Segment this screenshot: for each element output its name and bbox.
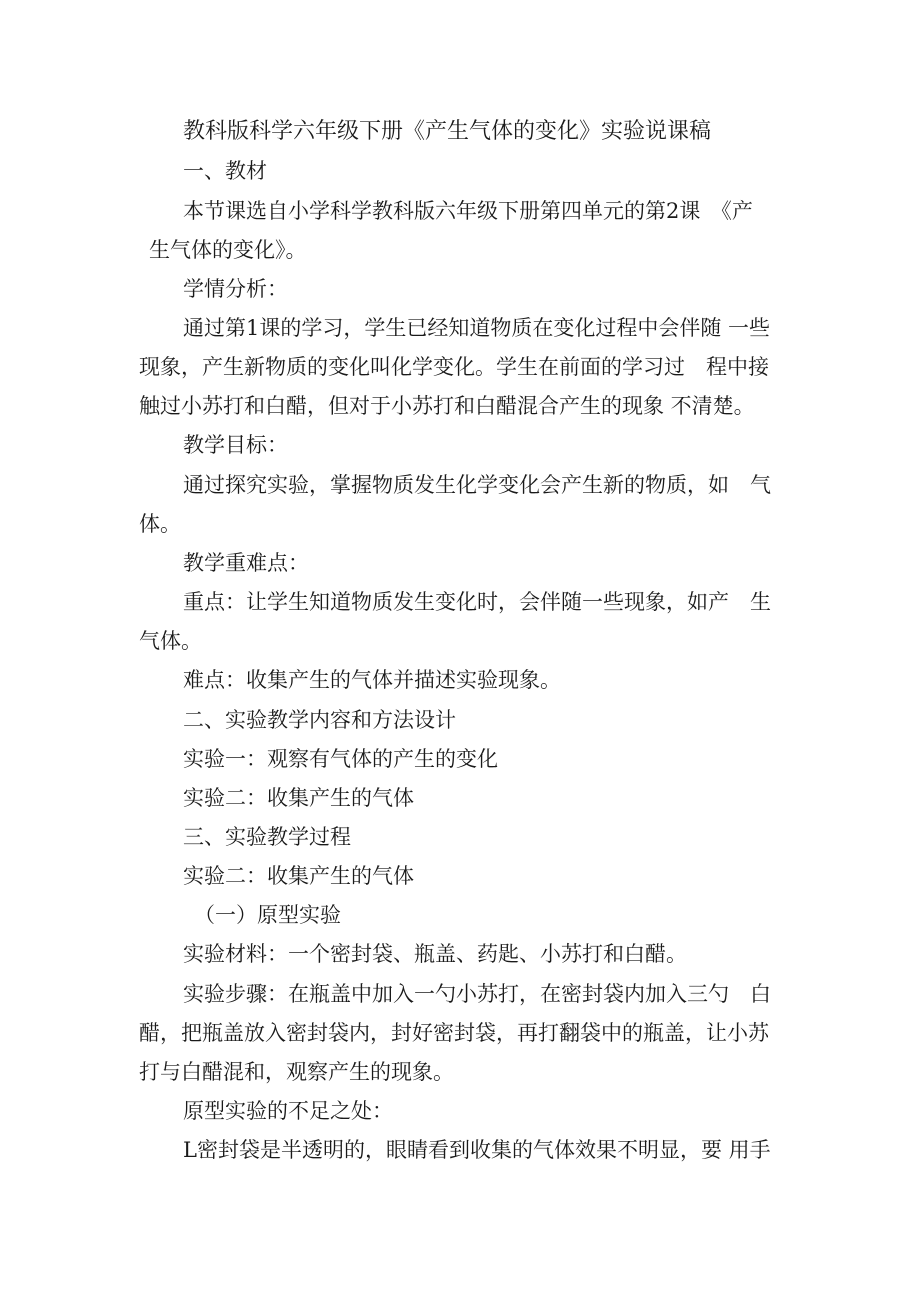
section-heading-content-design: 二、实验教学内容和方法设计: [183, 708, 456, 732]
paragraph-line: 醋，把瓶盖放入密封袋内，封好密封袋，再打翻袋中的瓶盖，让小苏: [139, 1021, 769, 1045]
subheading-teaching-goals: 教学目标：: [183, 433, 288, 457]
paragraph-line: 通过第1课的学习，学生已经知道物质在变化过程中会伴随 一些: [183, 316, 771, 340]
paragraph-line: 体。: [139, 512, 181, 536]
paragraph-line: 通过探究实验，掌握物质发生化学变化会产生新的物质，如 气: [183, 473, 771, 497]
section-heading-teaching-process: 三、实验教学过程: [183, 825, 351, 849]
paragraph-line: 本节课选自小学科学教科版六年级下册第四单元的第2课 《产: [183, 199, 753, 223]
subheading-key-points: 教学重难点：: [183, 551, 309, 575]
paragraph-line: 实验二：收集产生的气体: [183, 786, 414, 810]
section-heading-textbook: 一、教材: [183, 159, 267, 183]
paragraph-line: 实验材料：一个密封袋、瓶盖、药匙、小苏打和白醋。: [183, 942, 687, 966]
paragraph-line: 现象，产生新物质的变化叫化学变化。学生在前面的学习过 程中接: [139, 355, 769, 379]
subheading-shortcomings: 原型实验的不足之处：: [183, 1099, 393, 1123]
paragraph-line: 打与白醋混和，观察产生的现象。: [139, 1060, 454, 1084]
document-title: 教科版科学六年级下册《产生气体的变化》实验说课稿: [183, 119, 712, 144]
paragraph-line: 实验步骤：在瓶盖中加入一勺小苏打，在密封袋内加入三勺 白: [183, 982, 771, 1006]
paragraph-line: 实验二：收集产生的气体: [183, 864, 414, 888]
paragraph-line: 实验一：观察有气体的产生的变化: [183, 747, 498, 771]
paragraph-line: L密封袋是半透明的，眼睛看到收集的气体效果不明显，要 用手: [183, 1138, 771, 1162]
paragraph-line: 重点：让学生知道物质发生变化时，会伴随一些现象，如产 生: [183, 590, 771, 614]
paragraph-line: 触过小苏打和白醋，但对于小苏打和白醋混合产生的现象 不清楚。: [139, 394, 755, 418]
paragraph-line: 难点：收集产生的气体并描述实验现象。: [183, 668, 561, 692]
paragraph-line: 生气体的变化》。: [149, 238, 307, 262]
paragraph-line: 气体。: [139, 629, 202, 653]
subheading-student-analysis: 学情分析：: [183, 277, 288, 301]
subheading-prototype-experiment: （一）原型实验: [194, 903, 341, 927]
